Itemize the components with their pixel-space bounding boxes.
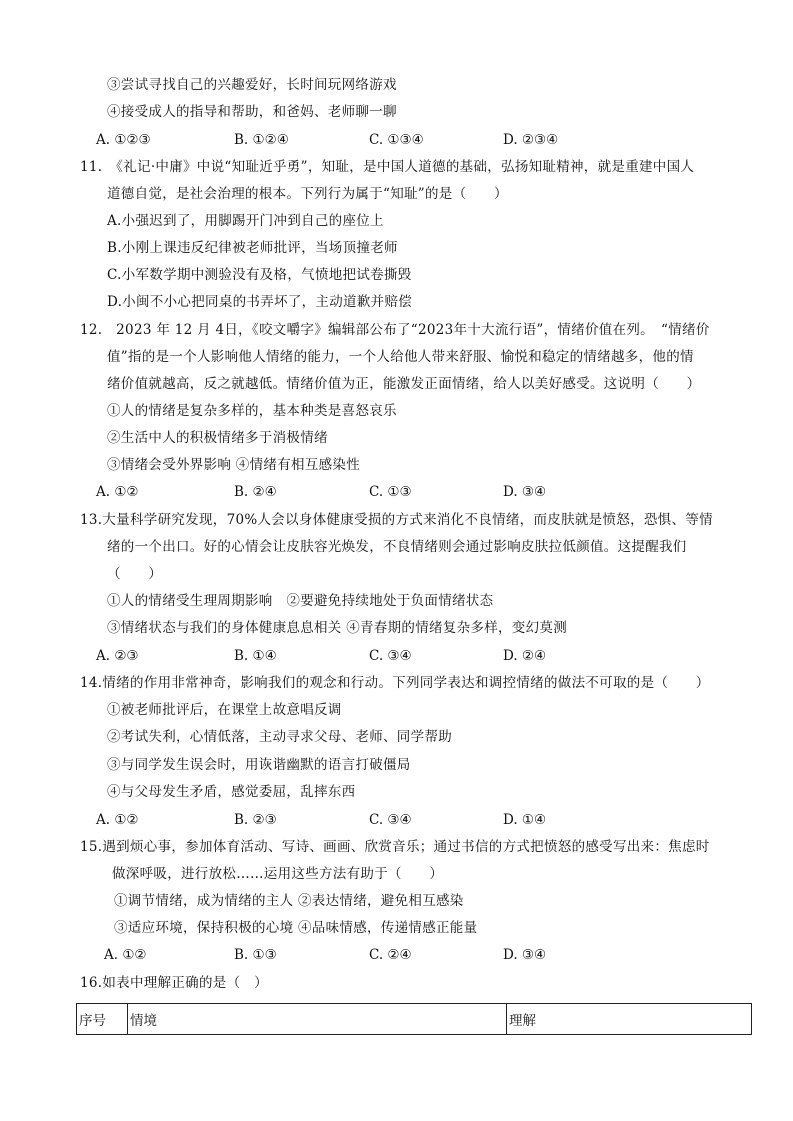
q11-option-a: A.小强迟到了，用脚踢开门冲到自己的座位上: [107, 213, 384, 229]
q14-stem-line-1: 14.情绪的作用非常神奇，影响我们的观念和行动。下列同学表达和调控情绪的做法不可取的是（ ）: [80, 675, 710, 691]
q12-answer-b: B. ②④: [234, 484, 277, 500]
q13-statement-2: ③情绪状态与我们的身体健康息息相关 ④青春期的情绪复杂多样，变幻莫测: [107, 620, 567, 636]
q11-option-c: C.小军数学期中测验没有及格，气愤地把试卷撕毁: [107, 267, 412, 283]
q12-answer-d: D. ③④: [503, 484, 547, 500]
q15-stem-line-1: 15.遇到烦心事，参加体育活动、写诗、画画、欣赏音乐；通过书信的方式把愤怒的感受写出来：焦虑时: [80, 839, 710, 855]
q14-answer-b: B. ②③: [234, 812, 277, 828]
q12-statement-1: ①人的情绪是复杂多样的，基本种类是喜怒哀乐: [107, 403, 397, 419]
q14-statement-3: ③与同学发生误会时，用诙谐幽默的语言打破僵局: [107, 757, 411, 773]
q11-option-b: B.小刚上课违反纪律被老师批评，当场顶撞老师: [107, 240, 398, 256]
q13-answer-d: D. ②④: [503, 648, 547, 664]
q15-answer-a: A. ①②: [104, 947, 147, 963]
q16-stem-line-1: 16.如表中理解正确的是（ ）: [80, 975, 268, 991]
q15-stem-line-2: 做深呼吸，进行放松……运用这些方法有助于（ ）: [112, 866, 444, 882]
q13-stem-line-1: 13.大量科学研究发现，70%人会以身体健康受损的方式来消化不良情绪，而皮肤就是愤怒，恐惧、等情: [80, 512, 713, 528]
table-header-row: [77, 1004, 752, 1035]
q10-answer-b: B. ①②④: [234, 132, 289, 148]
q14-answer-d: D. ①④: [503, 812, 547, 828]
q13-stem-line-3: （ ）: [107, 566, 163, 582]
q12-stem-line-2: 值”指的是一个人影响他人情绪的能力，一个人给他人带来舒服、愉悦和稳定的情绪越多，他的情: [107, 349, 694, 365]
table-header-index: 序号: [77, 1004, 128, 1035]
q11-stem-line-2: 道德自觉，是社会治理的根本。下列行为属于“知耻”的是（ ）: [107, 186, 508, 202]
q13-answer-c: C. ③④: [369, 648, 412, 664]
q12-stem-line-3: 绪价值就越高，反之就越低。情绪价值为正，能激发正面情绪，给人以美好感受。这说明（ ）: [107, 376, 701, 392]
q14-answer-c: C. ③④: [369, 812, 412, 828]
q13-statement-1: ①人的情绪受生理周期影响 ②要避免持续地处于负面情绪状态: [107, 593, 494, 609]
q13-answer-a: A. ②③: [96, 648, 139, 664]
q10-answer-d: D. ②③④: [503, 132, 559, 148]
q14-statement-2: ②考试失利，心情低落，主动寻求父母、老师、同学帮助: [107, 729, 452, 745]
q10-option-3: ③尝试寻找自己的兴趣爱好，长时间玩网络游戏: [107, 77, 397, 93]
q15-answer-c: C. ②④: [369, 947, 412, 963]
table-header-scenario: 情境: [128, 1004, 507, 1035]
q14-statement-1: ①被老师批评后，在课堂上故意唱反调: [107, 702, 342, 718]
q11-stem-line-1: 11. 《礼记·中庸》中说“知耻近乎勇”，知耻，是中国人道德的基础，弘扬知耻精神，就是重建中国人: [80, 159, 695, 175]
q16-table: [76, 1003, 752, 1035]
q13-answer-b: B. ①④: [234, 648, 277, 664]
q11-option-d: D.小闽不小心把同桌的书弄坏了，主动道歉并赔偿: [107, 294, 413, 310]
q15-answer-b: B. ①③: [234, 947, 277, 963]
q13-stem-line-2: 绪的一个出口。好的心情会让皮肤容光焕发，不良情绪则会通过影响皮肤拉低颜值。这提醒我们: [107, 539, 687, 555]
q10-answer-a: A. ①②③: [96, 132, 151, 148]
q12-statement-3: ③情绪会受外界影响 ④情绪有相互感染性: [107, 457, 360, 473]
q12-statement-2: ②生活中人的积极情绪多于消极情绪: [107, 430, 328, 446]
q14-answer-a: A. ①②: [96, 812, 139, 828]
q12-answer-c: C. ①③: [369, 484, 412, 500]
q15-statement-1: ①调节情绪，成为情绪的主人 ②表达情绪，避免相互感染: [114, 893, 464, 909]
q10-answer-c: C. ①③④: [369, 132, 424, 148]
q12-stem-line-1: 12. 2023 年 12 月 4日，《咬文嚼字》编辑部公布了“2023年十大流行语”，情绪价值在列。 “情绪价: [80, 322, 710, 338]
q15-statement-2: ③适应环境，保持积极的心境 ④品味情感，传递情感正能量: [114, 920, 478, 936]
q15-answer-d: D. ③④: [503, 947, 547, 963]
table-header-understanding: 理解: [507, 1004, 752, 1035]
q10-option-4: ④接受成人的指导和帮助，和爸妈、老师聊一聊: [107, 104, 397, 120]
q14-statement-4: ④与父母发生矛盾，感觉委屈，乱摔东西: [107, 784, 356, 800]
q12-answer-a: A. ①②: [96, 484, 139, 500]
